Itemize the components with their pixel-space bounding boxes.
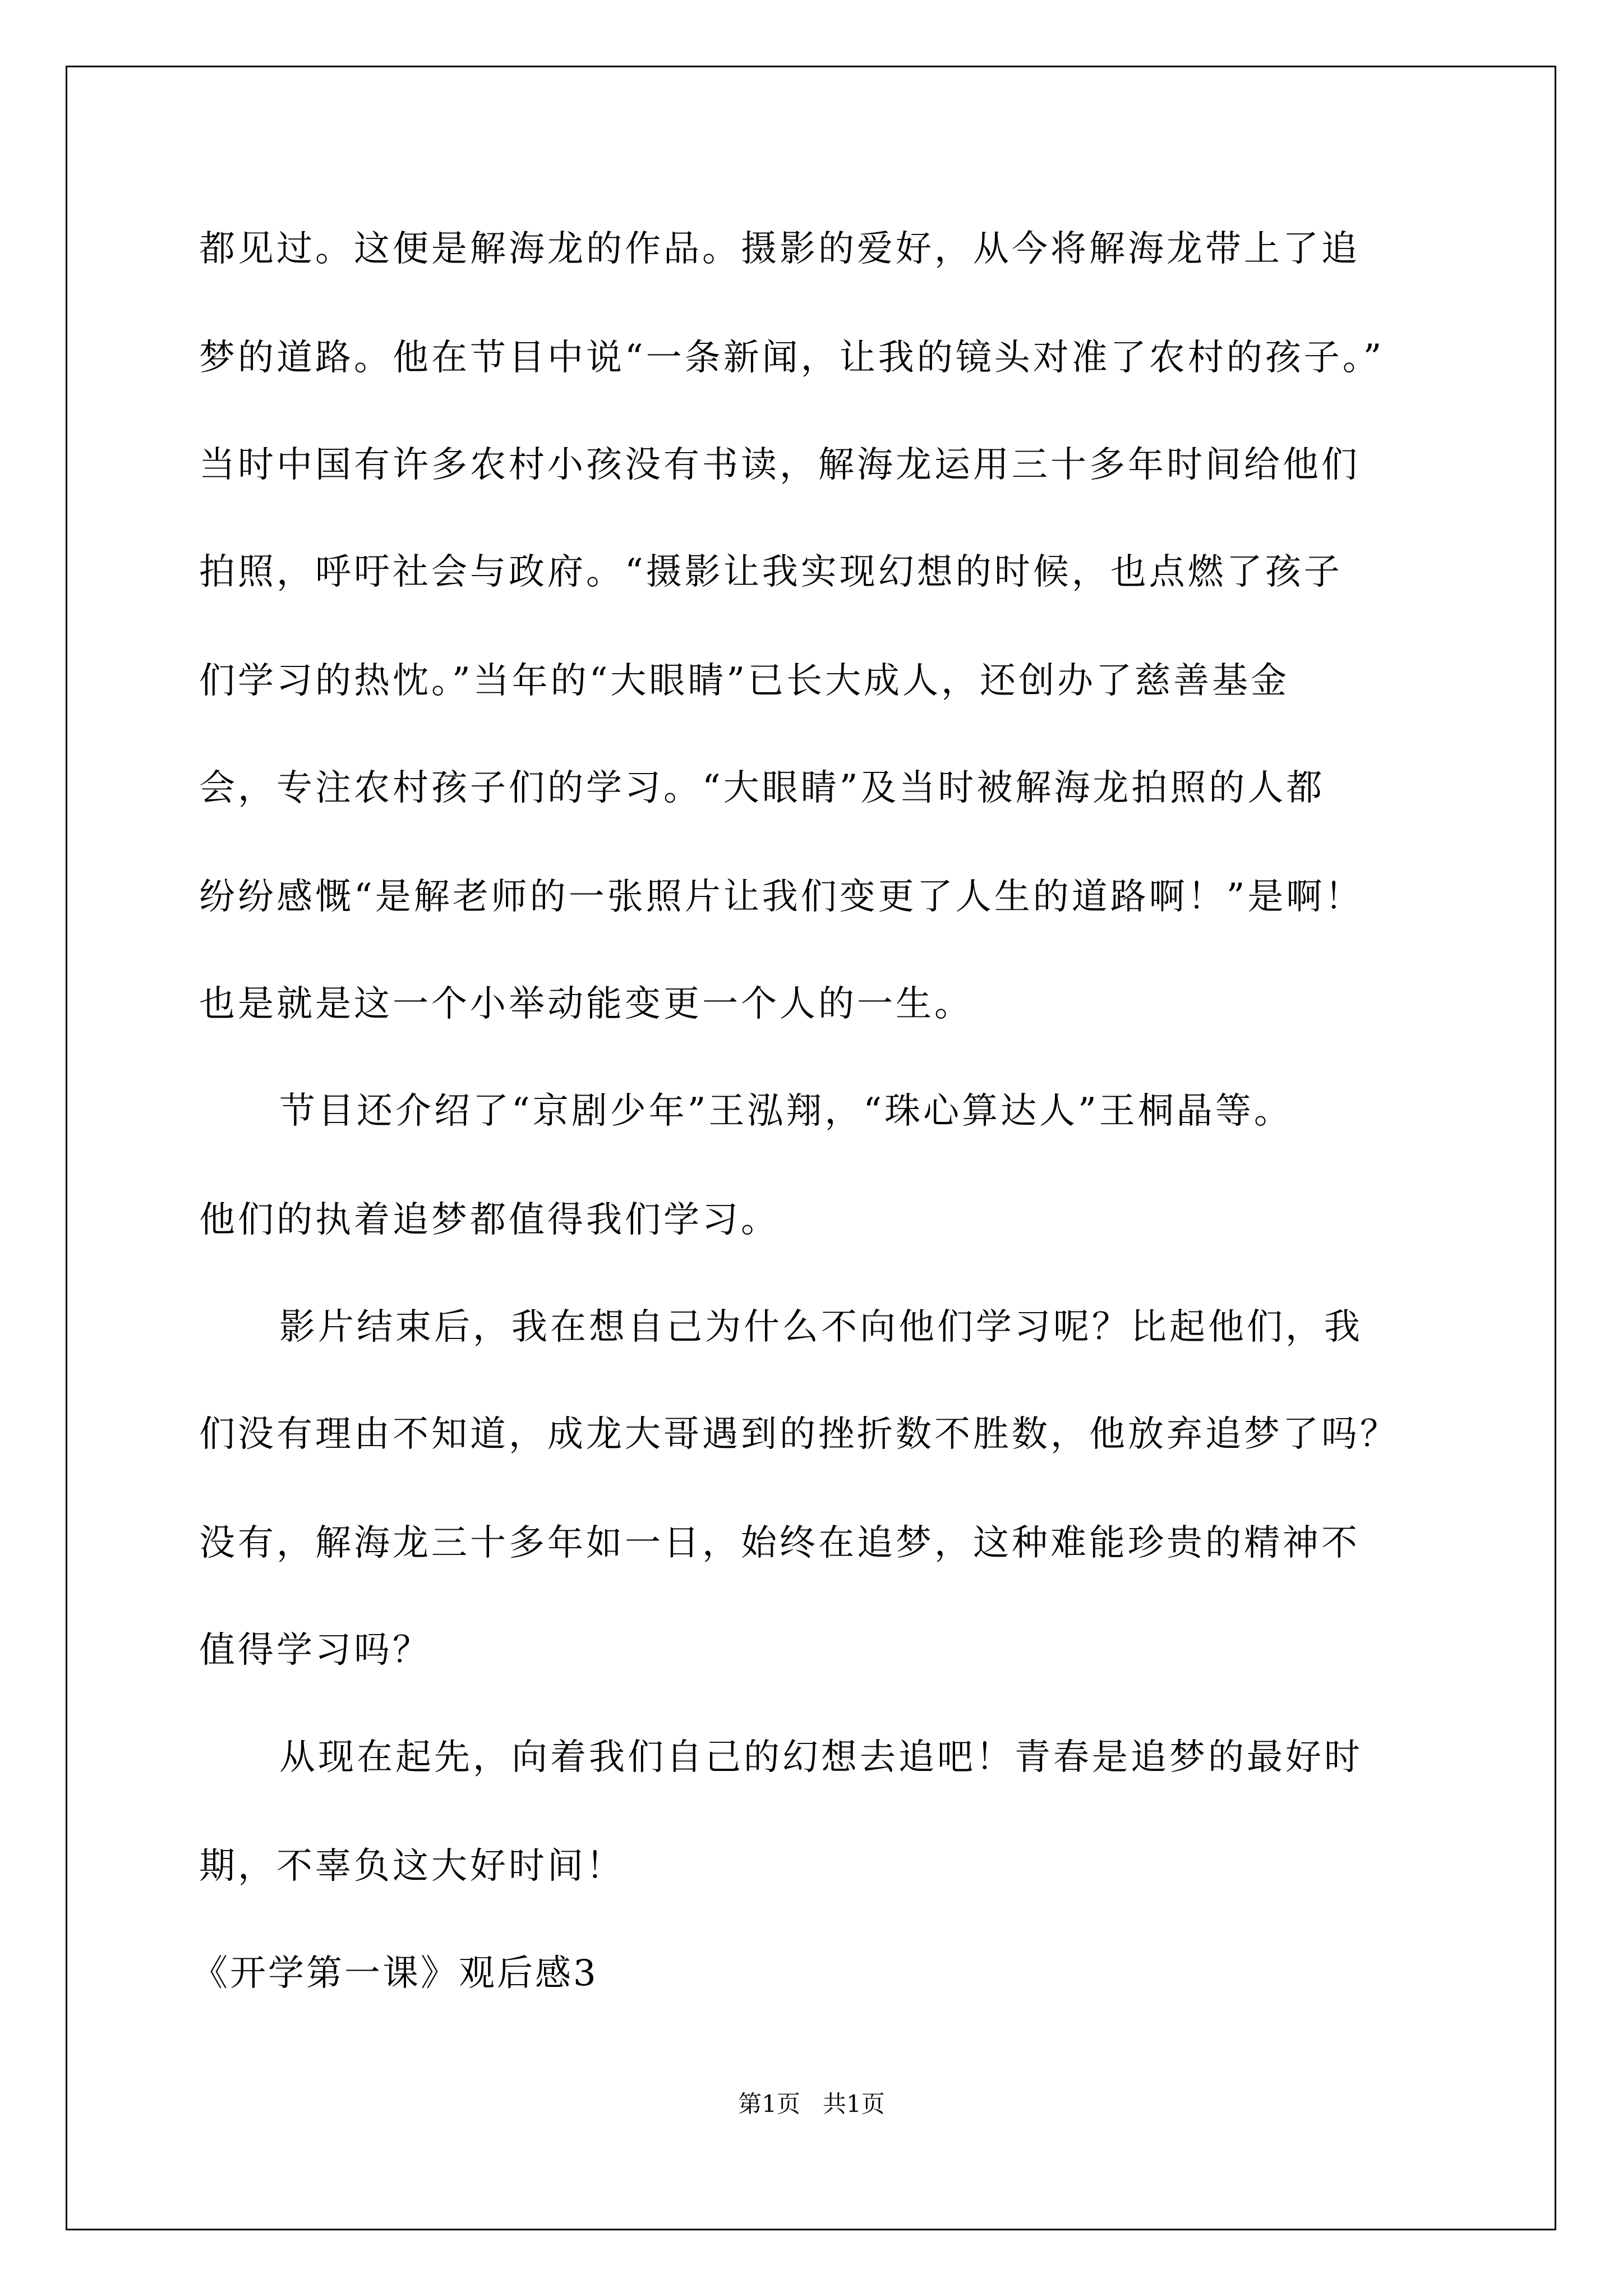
paragraph-line: 拍照，呼吁社会与政府。“摄影让我实现幻想的时候，也点燃了孩子 xyxy=(199,551,1343,593)
paragraph-line: 期，不辜负这大好时间！ xyxy=(199,1846,625,1887)
paragraph-line: 们没有理由不知道，成龙大哥遇到的挫折数不胜数，他放弃追梦了吗？ xyxy=(199,1414,1399,1455)
paragraph-line: 影片结束后，我在想自己为什么不向他们学习呢？比起他们，我 xyxy=(279,1306,1363,1348)
paragraph-line: 梦的道路。他在节目中说“一条新闻，让我的镜头对准了农村的孩子。” xyxy=(199,337,1385,379)
section-heading: 《开学第一课》观后感3 xyxy=(192,1953,598,1994)
paragraph-line: 没有，解海龙三十多年如一日，始终在追梦，这种难能珍贵的精神不 xyxy=(199,1522,1360,1564)
paragraph-line: 会，专注农村孩子们的学习。“大眼睛”及当时被解海龙拍照的人都 xyxy=(199,767,1325,809)
paragraph-line: 从现在起先，向着我们自己的幻想去追吧！青春是追梦的最好时 xyxy=(279,1737,1363,1778)
paragraph-line: 们学习的热忱。”当年的“大眼睛”已长大成人，还创办了慈善基金 xyxy=(199,660,1290,702)
paragraph-line: 当时中国有许多农村小孩没有书读，解海龙运用三十多年时间给他们 xyxy=(199,444,1360,486)
paragraph-line: 节目还介绍了“京剧少年”王泓翔，“珠心算达人”王桐晶等。 xyxy=(279,1091,1293,1132)
paragraph-line: 他们的执着追梦都值得我们学习。 xyxy=(199,1199,780,1241)
paragraph-line: 都见过。这便是解海龙的作品。摄影的爱好，从今将解海龙带上了追 xyxy=(199,228,1360,270)
paragraph-line: 纷纷感慨“是解老师的一张照片让我们变更了人生的道路啊！”是啊！ xyxy=(199,876,1364,918)
paragraph-line: 也是就是这一个小举动能变更一个人的一生。 xyxy=(199,983,973,1025)
page-number: 第1页 共1页 xyxy=(738,2090,885,2118)
paragraph-line: 值得学习吗？ xyxy=(199,1630,431,1671)
page-border xyxy=(66,66,1556,2230)
